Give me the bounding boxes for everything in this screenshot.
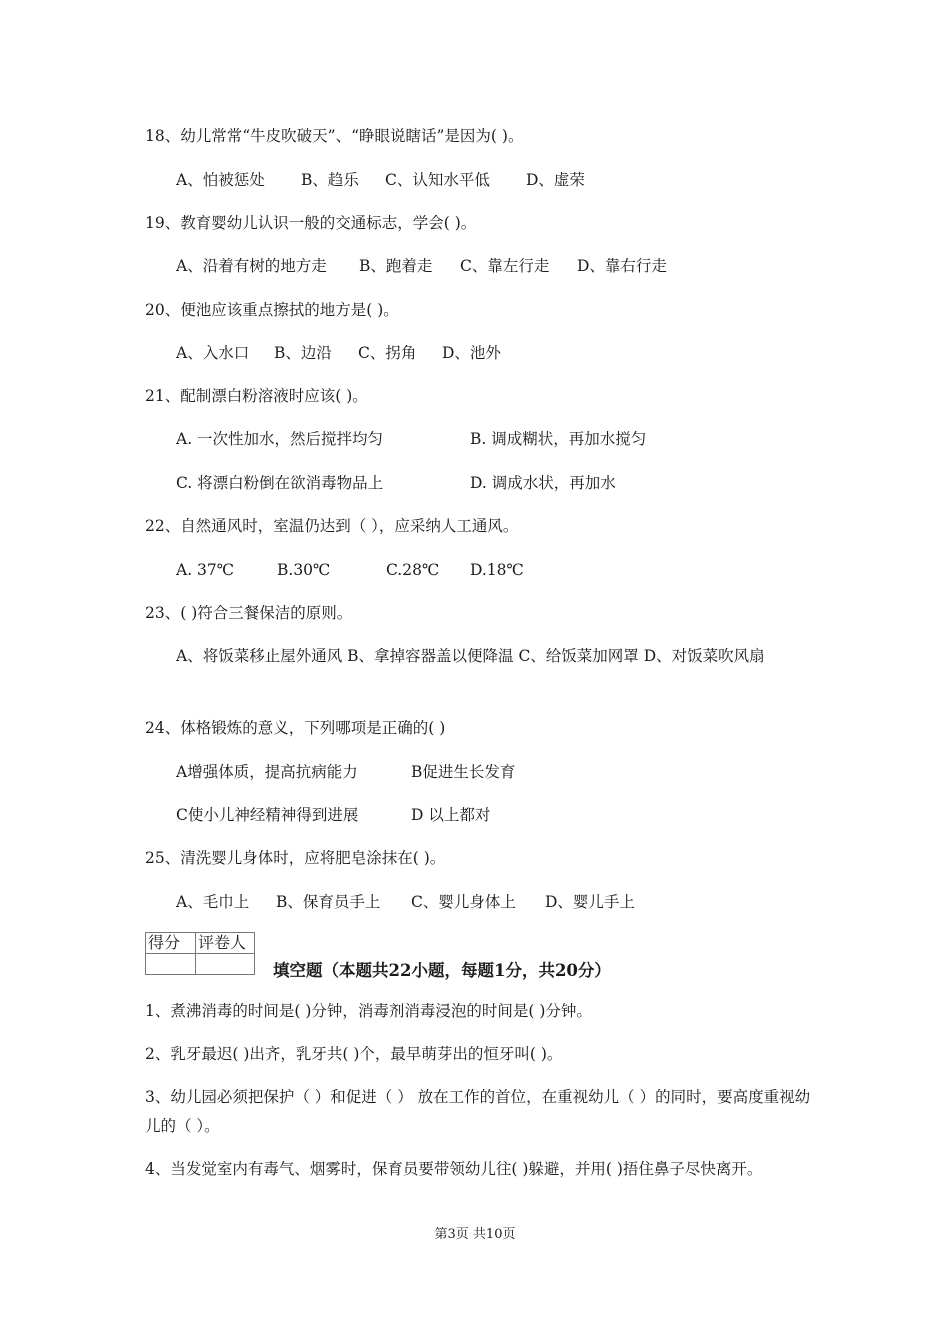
question-21-options-row2 — [176, 469, 820, 498]
option-d: D 以上都对 — [411, 806, 491, 824]
option-c: C、拐角 — [358, 344, 417, 362]
question-22-stem: 22、自然通风时，室温仍达到（ ），应采纳人工通风。 — [145, 517, 519, 535]
option-c: C、认知水平低 — [385, 171, 490, 189]
question-20-options — [176, 339, 820, 368]
option-c: C、靠左行走 — [460, 257, 550, 275]
option-b: B.30℃ — [277, 561, 331, 579]
section-title: 填空题（本题共22小题，每题1分，共20分） — [273, 961, 611, 980]
option-d: D、池外 — [442, 344, 501, 362]
fill-question-4: 4、当发觉室内有毒气、烟雾时，保育员要带领幼儿往( )躲避，并用( )捂住鼻子尽快离开。 — [145, 1160, 763, 1178]
fill-question-3: 3、幼儿园必须把保护（ ）和促进（ ） 放在工作的首位，在重视幼儿（ ）的同时，要高度重视幼儿的（ ）。 — [145, 1088, 811, 1135]
option-b: B促进生长发育 — [411, 763, 516, 781]
option-a: A、毛巾上 — [176, 893, 250, 911]
grader-label: 评卷人 — [196, 933, 255, 954]
score-table — [145, 932, 255, 975]
option-a: A. 37℃ — [176, 561, 235, 579]
option-d: D. 调成水状，再加水 — [470, 474, 616, 492]
option-d: D.18℃ — [470, 561, 524, 579]
option-a: A、怕被惩处 — [176, 171, 265, 189]
option-a: A、入水口 — [176, 344, 250, 362]
question-21-options-row1 — [176, 425, 820, 454]
question-18-options — [176, 166, 820, 195]
grader-cell — [196, 954, 255, 975]
option-a: A. 一次性加水，然后搅拌均匀 — [176, 430, 384, 448]
score-label: 得分 — [146, 933, 196, 954]
fill-question-1: 1、煮沸消毒的时间是( )分钟，消毒剂消毒浸泡的时间是( )分钟。 — [145, 1002, 592, 1020]
option-c: C.28℃ — [386, 561, 440, 579]
question-19-options — [176, 252, 820, 281]
option-b: B. 调成糊状，再加水搅匀 — [470, 430, 647, 448]
option-d: D、虚荣 — [526, 171, 585, 189]
question-19-stem: 19、教育婴幼儿认识一般的交通标志，学会( )。 — [145, 214, 477, 232]
question-22-options — [176, 556, 820, 585]
question-24-options-row2 — [176, 801, 820, 830]
score-cell — [146, 954, 196, 975]
option-a: A增强体质，提高抗病能力 — [176, 763, 358, 781]
question-25-stem: 25、清洗婴儿身体时，应将肥皂涂抹在( )。 — [145, 849, 446, 867]
question-23-stem: 23、( )符合三餐保洁的原则。 — [145, 604, 353, 622]
question-20-stem: 20、便池应该重点擦拭的地方是( )。 — [145, 301, 399, 319]
question-24-options-row1 — [176, 758, 820, 787]
option-d: D、婴儿手上 — [545, 893, 635, 911]
fill-question-2: 2、乳牙最迟( )出齐，乳牙共( )个，最早萌芽出的恒牙叫( )。 — [145, 1045, 563, 1063]
question-18-stem: 18、幼儿常常“牛皮吹破天”、“睁眼说瞎话”是因为( )。 — [145, 127, 524, 145]
option-b: B、保育员手上 — [276, 893, 381, 911]
question-25-options — [176, 888, 820, 917]
option-c: C. 将漂白粉倒在欲消毒物品上 — [176, 474, 384, 492]
option-c: C、婴儿身体上 — [411, 893, 516, 911]
option-d: D、靠右行走 — [577, 257, 667, 275]
option-b: B、跑着走 — [359, 257, 433, 275]
option-b: B、边沿 — [274, 344, 332, 362]
option-c: C使小儿神经精神得到进展 — [176, 806, 359, 824]
option-a: A、沿着有树的地方走 — [176, 257, 327, 275]
question-21-stem: 21、配制漂白粉溶液时应该( )。 — [145, 387, 368, 405]
option-b: B、趋乐 — [301, 171, 359, 189]
page-footer: 第3页 共10页 — [434, 1227, 516, 1242]
question-24-stem: 24、体格锻炼的意义，下列哪项是正确的( ) — [145, 719, 446, 737]
question-23-options: A、将饭菜移止屋外通风 B、拿掉容器盖以便降温 C、给饭菜加网罩 D、对饭菜吹风扇 — [176, 647, 765, 665]
